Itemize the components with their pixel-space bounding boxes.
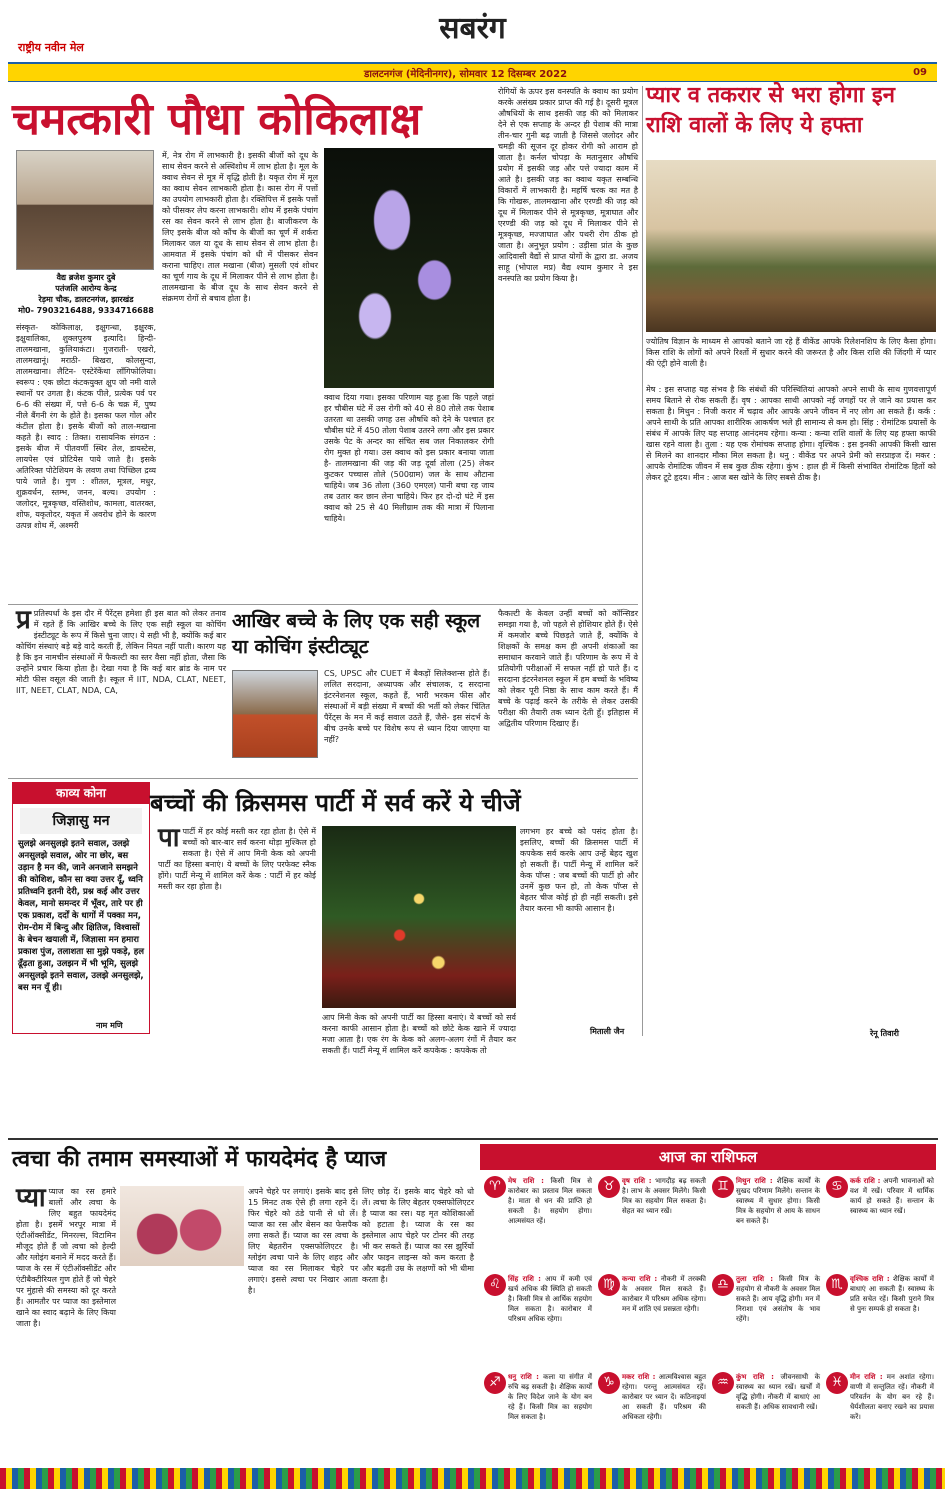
onion-col-3: लिए छोड़ दें। इसके बाद चेहरे को धो लें। त्वचा के लिए बेहतर एक्सफोलिएटर है प्याज का रस। यह मृत कोशिकाओं को हटाता है। प्याज के रस का इस्तेमाल आप चेहरे पर टोनर की तरह भी कर सकते हैं। प्याज का रस झुर्रियों और फाइन लाइन्स को कम करता है और बढ़ती उम्र के लक्षणों को भी धीमा करता है। <box>362 1187 474 1284</box>
horoscope-sign-cell <box>482 1272 594 1376</box>
onion-photo <box>120 1186 244 1266</box>
sign-name: कुंभ राशि : <box>736 1373 774 1381</box>
horoscope-sign-cell <box>596 1174 708 1278</box>
horoscope-text <box>508 1372 592 1422</box>
sign-prediction: कला या संगीत में रुचि बढ़ सकती है। शैक्षिक कार्यों के लिए विदेश जाने के योग बन रहे हैं। किसी मित्र का सहयोग मिल सकता है। <box>508 1373 592 1421</box>
coaching-left-text: प्रतिस्पर्धा के इस दौर में पैरेंट्स हमेशा ही इस बात को लेकर तनाव में रहते हैं कि आखिर बच्चे के लिए एक सही स्कूल या कोचिंग इंस्टीट्यूट के रूप में किसे चुना जाए। ये सही भी है, क्योंकि कई बार कोचिंग संस्थाएं बड़े बड़े वादे करती हैं, लेकिन नियत नहीं पाती। कारण यह है कि इन नामचीन संस्थाओं में फैकल्टी का स्तर वैसा नहीं होता, जैसा कि उन्होंने प्रचार किया होता है। देखा गया है कि कई बार ब्रांड के नाम पर मोटी फीस वसूल की जाती है। स्कूल में IIT, NDA, CLAT, NEET, IIT, NEET, CLAT, NDA, CA, <box>16 609 226 695</box>
sign-name: मकर राशि : <box>622 1373 656 1381</box>
sign-name: वृश्चिक राशि : <box>850 1275 890 1283</box>
christmas-col-1-text: पार्टी में हर कोई मस्ती कर रहा होता है। ऐसे में बच्चों को बार-बार सर्व करना थोड़ा मुश्किल हो सकता है। ऐसे में आप मिनी केक को अपनी पार्टी का हिस्सा बनाएं। ये बच्चों के लिए परफेक्ट स्नैक होंगे। पार्टी मेन्यू में शामिल करें केक : पार्टी में हर कोई मस्ती कर रहा होता है। <box>158 827 316 891</box>
horoscope-text <box>622 1176 706 1216</box>
divider <box>8 1138 938 1140</box>
dropcap: प्र <box>16 605 31 635</box>
horoscope-text <box>736 1274 820 1324</box>
horoscope-text <box>850 1176 934 1216</box>
horoscope-sign-cell <box>710 1370 822 1474</box>
poem-text: सुलझे अनसुलझे इतने सवाल, उलझे अनसुलझे सवाल, ओर ना छोर, बस उड़ान है मन की, जाने अनजाने समझने की कोशिश, कौन सा क्या उत्तर दूँ, ध्वनि प्रतिध्वनि इतनी देरी, प्रश्न कई और उत्तर केवल, मानो समन्दर में भूँवर, तारे पर ही एक प्रकाश, दर्दों के धागों में पक्का मन, रोम-रोम में बिन्दु और क्षितिज, विश्वासों के बेचन खयाली में, जिज्ञासा मन हमारा प्रकाश पुंज, तलाशता सा मुझे पकड़े, हल ढूँढ़ता हुआ, उलझन में भी भूमि, सुलझे अनसुलझे इतने सवाल, उलझे अनसुलझे, बस मन यूँ ही। <box>18 839 144 993</box>
christmas-col-3: लगभग हर बच्चे को पसंद होता है। इसलिए, बच्चों की क्रिसमस पार्टी में कपकेक सर्व करके आप उन्हें बेहद खुश हो सकती हैं। पार्टी मेन्यू में शामिल करें केक पॉप्स : जब बच्चों की पार्टी हो और उनमें कुछ फन हो, तो केक पॉप्स से बेहतर चीज कोई हो ही नहीं सकती। इसे तैयार करना भी काफी आसान है। <box>520 827 638 913</box>
sign-name: मीन राशि : <box>850 1373 883 1381</box>
sign-name: सिंह राशि : <box>508 1275 541 1283</box>
zodiac-icon: ♏ <box>826 1274 848 1296</box>
sign-prediction: किसी मित्र के सहयोग से नौकरी के अवसर मिल सकते हैं। आय वृद्धि होगी। मन में निराशा एवं असंतोष के भाव रहेंगे। <box>736 1275 820 1323</box>
sign-prediction: आत्मविश्वास बहुत रहेगा। परन्तु आत्मसंयत रहें। कारोबार पर ध्यान दें। कठिनाइयां आ सकती हैं। परिश्रम की अधिकता रहेगी। <box>622 1373 706 1421</box>
dateline-strip <box>8 62 937 82</box>
christmas-col-1 <box>158 823 316 1036</box>
horoscope-sign-cell <box>596 1272 708 1376</box>
zodiac-icon: ♌ <box>484 1274 506 1296</box>
christmas-headline: बच्चों की क्रिसमस पार्टी में सर्व करें ये चीजें <box>150 788 521 817</box>
horoscope-sign-cell <box>482 1174 594 1278</box>
zodiac-icon: ♋ <box>826 1176 848 1198</box>
horoscope-text <box>622 1274 706 1314</box>
poem-byline: नाम मणि <box>96 1021 123 1030</box>
sign-prediction: आय में कमी एवं खर्च अधिक की स्थिति हो सकती है। किसी मित्र से आर्थिक सहयोग मिल सकता है। कारोबार में परिश्रम अधिक रहेगा। <box>508 1275 593 1323</box>
sign-prediction: मन अशांत रहेगा। वाणी में सन्तुलित रहें। नौकरी में परिवर्तन के योग बन रहे हैं। धैर्यशीलता बनाए रखने का प्रयास करें। <box>850 1373 934 1421</box>
sign-prediction: शैक्षिक कार्यों के सुखद परिणाम मिलेंगे। सन्तान के स्वास्थ्य में सुधार होगा। किसी मित्र के सहयोग से आय के साधन बन सकते हैं। <box>736 1177 820 1225</box>
author-phone: मो0- 7903216488, 9334716688 <box>18 306 154 315</box>
onion-col-1-text: प्याज का रस हमारे बालों और त्वचा के लिए बहुत फायदेमंद होता है। इसमें भरपूर मात्रा में एंटीऑक्सीडेंट, मिनरल्स, विटामिन मौजूद होते हैं जो त्वचा को हेल्दी और ग्लोइंग बनाने में मदद करते हैं। प्याज के रस में एंटीऑक्सीडेंट और एंटीबैक्टीरियल गुण होते हैं जो चेहरे पर मुंहासे की समस्या को दूर करते हैं। आमतौर पर प्याज का इस्तेमाल खाने का स्वाद बढ़ाने के लिए किया जाता है। <box>16 1187 116 1328</box>
newspaper-logo: राष्ट्रीय नवीन मेल <box>18 41 84 54</box>
couple-photo <box>646 160 936 332</box>
footer-strip <box>0 1468 945 1489</box>
sign-name: मेष राशि : <box>508 1177 544 1185</box>
sign-name: कर्क राशि : <box>850 1177 881 1185</box>
page-number: 09 <box>913 67 927 78</box>
horoscope-sign-cell <box>824 1370 936 1474</box>
poem-title: जिज्ञासु मन <box>20 808 142 834</box>
love-intro: ज्योतिष विज्ञान के माध्यम से आपको बताने जा रहे हैं वीकेंड आपके रिलेशनशिप के लिए कैसा होगा। किस राशि के लोगों को अपने रिश्तों में सुधार करने की जरूरत है और किस राशि की जिंदगी में प्यार की एंट्री होने वाली है। <box>646 337 936 368</box>
horoscope-sign-cell <box>824 1174 936 1278</box>
coaching-col-right: फैकल्टी के केवल उन्हीं बच्चों को कॉन्सिडर समझा गया है, जो पहले से होशियार होते हैं। ऐसे में कमजोर बच्चे पिछड़ते जाते हैं, क्योंकि वे शिक्षकों के समक्ष कम ही अपनी शंकाओं का समाधान करवाने जाते हैं। परिणाम के रूप में वे प्रतियोगी परीक्षाओं में सफल नहीं हो पाते हैं। द सरदाना इंटरनेशनल स्कूल में हम बच्चों के भविष्य को लेकर पूरी निष्ठा के साथ काम करते हैं। मैं बच्चे के पढ़ाई करने के तरीके से लेकर उसकी परीक्षा की तैयारी तक ध्यान देती हूँ। इतिहास में अद्वितीय परिणाम दिखाए हैं। <box>498 609 638 728</box>
author-block <box>16 272 156 316</box>
onion-headline: त्वचा की तमाम समस्याओं में फायदेमंद है प्याज <box>12 1146 387 1172</box>
divider <box>642 86 643 1036</box>
christmas-byline: मिताली जैन <box>590 1027 625 1036</box>
main-col-3: क्वाथ दिया गया। इसका परिणाम यह हुआ कि पहले जहां हर चौबीस घंटे में उस रोगी को 40 से 80 तोले तक पेशाब उतरता था उसकी जगह उस औषधि को देने के पश्चात हर चौबीस घंटे में 450 तोला पेशाब उतरने लगा और इस प्रकार उसके पेट के अन्दर का संचित सब जल निकालकर रोगी रोग मुक्त हो गया। उस क्वाथ को इस प्रकार बनाया जाता है- तालमखाना की जड़ की जड़ दूर्वा तोला (25) लेकर कुटकर पच्चास तोले (500ग्राम) जल के साथ औटाना चाहिये। जब 36 तोला (360 एमएल) पानी बचा रह जाय तब उतार कर छान लेना चाहिये। फिर हर दो-दो घंटे में इस क्वाथ को 25 से 40 मिलीग्राम तक की मात्रा में पिलाना चाहिये। <box>324 393 494 523</box>
sign-name: धनु राशि : <box>508 1373 539 1381</box>
main-col-4: रोगियों के ऊपर इस वनस्पति के क्वाथ का प्रयोग करके असंख्य प्रकार प्राप्त की गई है। दूसरी मूत्रल औषधियों के साथ इसकी जड़ की को मिलाकर देने से एक सप्ताह के अन्दर ही पेशाब की मात्रा तीन-चार गुनी बढ़ जाती है जिससे जलोदर और चमड़ी की सूजन दूर होकर रोगी को आराम हो जाता है। कर्नल चोपड़ा के मतानुसार औषधि प्रयोग में इसकी जड़ और पत्ते ज्यादा काम में आते है। इसकी जड़ का क्वाथ यकृत सम्बन्धि विकारों में लाभकारी है। महर्षि चरक का मत है कि गोखरू, तालमखाना और एरण्डी की जड़ को दूध में मिलाकर पीने से मूत्रकृच्छ, मूत्राघात और एरण्डी की जड़ को दूध में मिलाकर पीने से मूत्रकृच्छ, मज्जाघात और पथरी रोग ठीक हो जाता है। अनुभूत प्रयोग : उड़ीसा प्रांत के कुछ आदिवासी वैद्यों से प्राप्त योगों के द्वारा डा. अजय साहू (भोपाल मप्र) वैद्य श्याम कुमार ने इस वनस्पति का प्रयोग किया है। <box>498 87 638 283</box>
sign-prediction: भागदौड़ बढ़ सकती है। लाभ के अवसर मिलेंगे। किसी मित्र का सहयोग मिल सकता है। सेहत का ध्यान रखें। <box>622 1177 706 1215</box>
sign-name: मिथुन राशि : <box>736 1177 773 1185</box>
sign-prediction: जीवनसाथी के स्वास्थ्य का ध्यान रखें। खर्चों में वृद्धि होगी। नौकरी में बाधाएं आ सकती हैं। अधिक सावधानी रखें। <box>736 1373 820 1411</box>
author-address: रेड़मा चौक, डालटनगंज, झारखंड <box>38 295 134 304</box>
horoscope-text <box>736 1176 820 1226</box>
christmas-tree-photo <box>322 826 516 1008</box>
sign-name: कन्या राशि : <box>622 1275 658 1283</box>
zodiac-icon: ♍ <box>598 1274 620 1296</box>
flower-photo <box>324 148 494 388</box>
daily-horoscope-banner: आज का राशिफल <box>480 1144 936 1170</box>
zodiac-icon: ♓ <box>826 1372 848 1394</box>
poem-banner: काव्य कोना <box>12 782 150 804</box>
masthead <box>0 0 945 88</box>
dropcap: पा <box>158 823 180 853</box>
horoscope-text <box>508 1176 592 1226</box>
horoscope-sign-cell <box>710 1272 822 1376</box>
zodiac-icon: ♎ <box>712 1274 734 1296</box>
love-byline: रेनू तिवारी <box>870 1029 899 1038</box>
christmas-col-2: आप मिनी केक को अपनी पार्टी का हिस्सा बनाएं। ये बच्चों को सर्व करना काफी आसान होता है। बच्चों को छोटे केक खाने में ज्यादा मजा आता है। एक रंग के केक को अलग-अलग रंगों में तैयार कर सकती हैं। पार्टी मेन्यू में शामिल करें कपकेक : कपकेक तो <box>322 1013 516 1055</box>
author-photo <box>16 150 154 270</box>
dateline: डालटनगंज (मेदिनीनगर), सोमवार 12 दिसम्बर 2022 <box>364 68 568 80</box>
horoscope-text <box>508 1274 592 1324</box>
horoscope-text <box>736 1372 820 1412</box>
horoscope-text <box>850 1274 934 1314</box>
dropcap: प्या <box>16 1183 46 1213</box>
main-col-1: संस्कृत- कोकिलाक्ष, इक्षुगन्धा, इक्षुरक, इक्षुवालिका, शुक्लपुरुष इत्यादि। हिन्दी- तालमखाना, कुलियाकंटा। गुजराती- एखरो, तालमखानूं। मराठी- बिखरा, कोलसुन्दा, तालमखाना। लैटिन- एस्टेरॅकेंथा लाँगिफोलिया। स्वरूप : एक छोटा कंटकयुक्त क्षुप जो नमी वाले स्थानों पर उगता है। कंटक पीले, प्रत्येक पर्व पर 6-6 की संख्या में, पत्ते 6-6 के चक्र में, पुष्प नीले बैंगनी रंग के होते है। इसका फल गोल और कंटील होता है। इसके बीजों को ताल-मखाना कहते है। स्वाद : तिक्त। रासायनिक संगठन : इसके बीज में पीतवर्णी स्थिर तेल, डायस्टेस, लायपेस एवं प्रोटियेस पाये जाते है। इसके अतिरिक्त पोटेशियम के लवण तथा पिच्छिल द्रव्य पाये जाते है। गुण : शीतल, मूत्रल, मधुर, शुक्रवर्धन, स्तम्भ, जनन, बल्य। उपयोग : जलोदर, मूत्रकृच्छ, वस्तिशोथ, कामला, वातरक्त, शोफ, यकृतोदर, यकृत में अवरोध होने के कारण उत्पन्न शोथ में, अश्मरी <box>16 323 156 530</box>
main-col-2: में, नेत्र रोग में लाभकारी है। इसकी बीजों को दूध के साथ सेवन करने से अस्थिशोथ में लाभ होता है। मूल के क्वाथ सेवन से मूत्र में वृद्धि होती है। यकृत रोग में मूल का क्वाथ सेवन लाभकारी होता है। कास रोग में पत्तों का उपयोग लाभकारी होता है। रक्तिपित्त में इसके पत्तों को पीसकर लेप करना लाभकारी। शोथ में इसके पंचांग रस का सेवन करने से लाभ होता है। बाजीकरण के लिए इसके बीज को कौंच के बीजों का चूर्ण में शर्करा मिलाकर जल या दूध के साथ सेवन से लाभ होता है। आमवात में इसके पंचांग को धी में पीसकर सेवन कराना चाहिए। ताल मखाना (बीज) मुसली एवं शोथर का चूर्ण गाय के दूध में मिलाकर पीने से लाभ होता है। तालमखाना के बीज दूध के साथ सेवन करने से संक्रमण रोगों से बचाव होता है। <box>162 151 318 303</box>
coaching-photo <box>232 670 318 758</box>
author-org: पतंजलि आरोग्य केन्द्र <box>55 284 117 293</box>
zodiac-icon: ♒ <box>712 1372 734 1394</box>
love-body: मेष : इस सप्ताह यह संभव है कि संबंधों की परिस्थितियां आपको अपने साथी के साथ गुणवत्तापूर्ण समय बिताने से रोक सकती हैं। वृष : आपका साथी आपको नई जगहों पर ले जाने का प्रयास कर सकता है। मिथुन : निजी करार में चढ़ाव और आपके अपने जीवन में नए लोग आ सकते हैं। कर्क : अपने साथी के प्रति आपका शारीरिक आकर्षण भले ही सामान्य से कम हो। सिंह : रोमांटिक प्रयासों के संबंध में आपके लिए यह सप्ताह आनंदमय रहेगा। कन्या : कन्या राशि वालों के लिए यह हफ्ता काफी खास रहने वाला है। तुला : यह एक रोमांचक सप्ताह होगा। वृश्चिक : इस इनकी आपकी किसी खास से मिलने का शानदार मौका मिल सकता है। धनु : वीकेंड पर अपने प्रेमी को सरप्राइज दें। मकर : आपके रोमांटिक जीवन में सब कुछ ठीक रहेगा। कुंभ : हाल ही में किसी संभावित रोमांटिक हितों को लेकर टूटे हृदय। मीन : आज बस खोने के लिए सबसे ठीक है। <box>646 385 936 482</box>
horoscope-text <box>850 1372 934 1422</box>
sign-name: वृष राशि : <box>622 1177 652 1185</box>
sign-prediction: शैक्षिक कार्यों में बाधाएं आ सकती हैं। स्वास्थ्य के प्रति सचेत रहें। किसी पुराने मित्र से पुनः सम्पर्क हो सकता है। <box>850 1275 934 1313</box>
zodiac-icon: ♐ <box>484 1372 506 1394</box>
sign-prediction: अपनी भावनाओं को वश में रखें। परिवार में धार्मिक कार्य हो सकते हैं। सन्तान के स्वास्थ्य का ध्यान रखें। <box>850 1177 934 1215</box>
coaching-headline: आखिर बच्चे के लिए एक सही स्कूल या कोचिंग इंस्टीट्यूट <box>232 610 481 658</box>
horoscope-text <box>622 1372 706 1422</box>
newspaper-section-title: सबरंग <box>439 11 506 46</box>
main-headline: चमत्कारी पौधा कोकिलाक्ष <box>12 94 422 145</box>
zodiac-icon: ♑ <box>598 1372 620 1394</box>
zodiac-icon: ♈ <box>484 1176 506 1198</box>
horoscope-sign-cell <box>824 1272 936 1376</box>
coaching-col-mid: CS, UPSC और CUET में बैकड़ों सिलेक्शन्स होते हैं। ललित सरदाना, अध्यापक और संचालक, द सरदाना इंटरनेशनल स्कूल, कहते हैं, भारी भरकम फीस और संस्थाओं में बड़ी संख्या में बच्चों की भर्ती को लेकर चिंतित पैरेंट्स के मन में कई सवाल उठते हैं, जैसे- इस संदर्भ के बीच उनके बच्चे पर विशेष रूप से ध्यान दिया जाएगा या नहीं? <box>324 669 490 744</box>
horoscope-sign-cell <box>596 1370 708 1474</box>
sign-prediction: नौकरी में तरक्की के अवसर मिल सकते हैं। कारोबार में परिश्रम अधिक रहेगा। मन में शांति एवं प्रसन्नता रहेगी। <box>622 1275 706 1313</box>
sign-name: तुला राशि : <box>736 1275 774 1283</box>
zodiac-icon: ♊ <box>712 1176 734 1198</box>
onion-col-2: अपने चेहरे पर लगाएं। इसके बाद इसे 15 मिनट तक ऐसे ही लगा रहने दें। फिर चेहरे को ठंडे पानी से धो लें। प्याज का रस और बेसन का फेसपैक लगा सकते हैं। प्याज का रस त्वचा के लिए बेहतरीन एक्सफोलिएटर है। ग्लोइंग त्वचा पाने के लिए शहद और प्याज का रस मिलाकर चेहरे पर लगाएं। इससे त्वचा पर निखार आता है। <box>248 1187 358 1295</box>
sign-prediction: किसी मित्र से कारोबार का प्रस्ताव मिल सकता है। माता से धन की प्राप्ति हो सकती है। सहयोग होगा। आत्मसंयत रहें। <box>508 1177 592 1225</box>
zodiac-icon: ♉ <box>598 1176 620 1198</box>
love-horoscope-headline: प्यार व तकरार से भरा होगा इन राशि वालों के लिए ये हफ्ता <box>646 82 895 138</box>
horoscope-sign-cell <box>482 1370 594 1474</box>
coaching-col-left <box>16 605 226 774</box>
divider <box>8 604 638 605</box>
divider <box>8 778 638 779</box>
horoscope-sign-cell <box>710 1174 822 1278</box>
author-name: वैद्य ब्रजेश कुमार दुबे <box>56 273 116 282</box>
onion-col-1 <box>16 1183 116 1462</box>
